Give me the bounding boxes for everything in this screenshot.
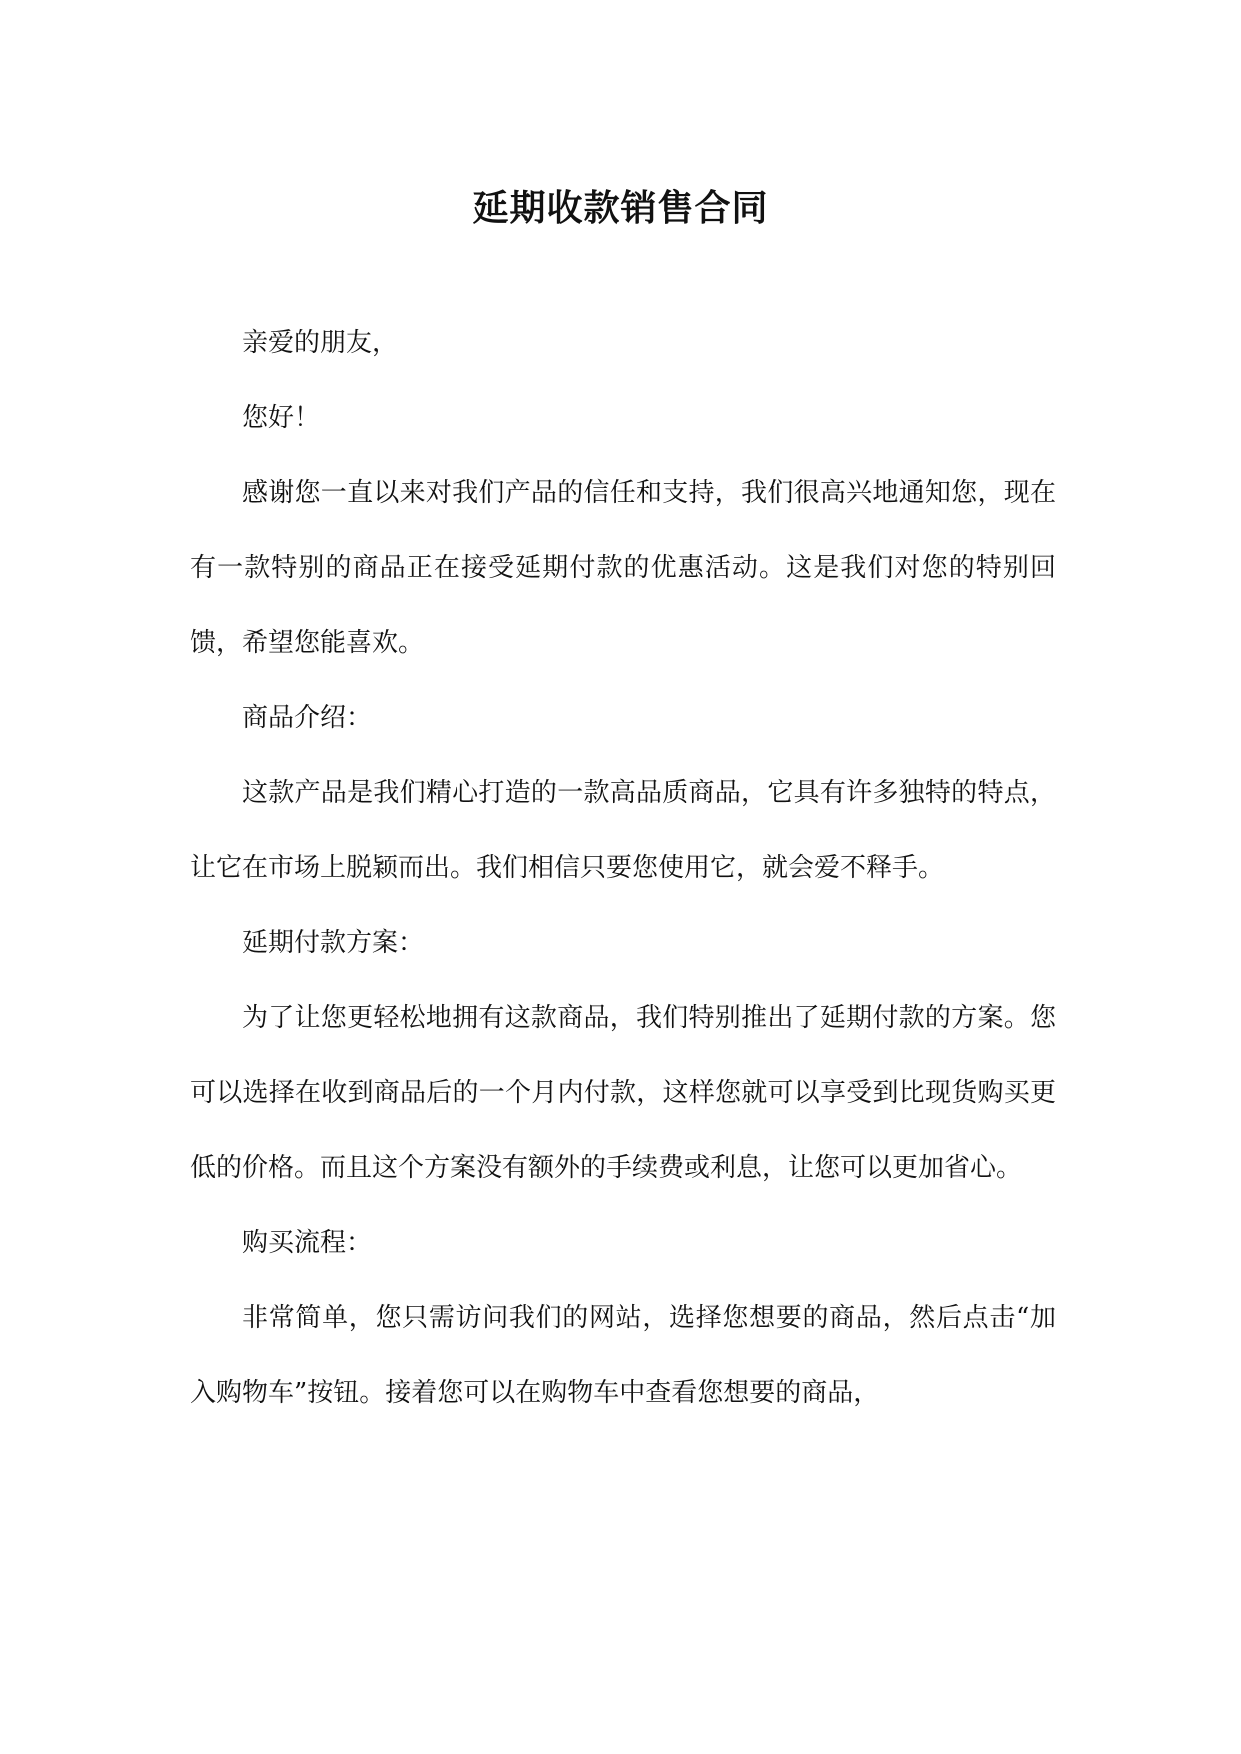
- document-title: 延期收款销售合同: [472, 187, 769, 229]
- section-heading-product: 商品介绍：: [242, 703, 373, 733]
- greeting: 亲爱的朋友，: [242, 328, 399, 358]
- document-body: [190, 306, 1056, 1431]
- payment-paragraph: 为了让您更轻松地拥有这款商品，我们特别推出了延期付款的方案。您可以选择在收到商品后的一个月内付款，这样您就可以享受到比现货购买更低的价格。而且这个方案没有额外的手续费或利息，让您可以更加省心。: [190, 1003, 1056, 1183]
- process-paragraph: 非常简单，您只需访问我们的网站，选择您想要的商品，然后点击“加入购物车”按钮。接着您可以在购物车中查看您想要的商品，: [190, 1303, 1056, 1408]
- section-heading-process: 购买流程：: [242, 1228, 373, 1258]
- product-paragraph: 这款产品是我们精心打造的一款高品质商品，它具有许多独特的特点，让它在市场上脱颖而出。我们相信只要您使用它，就会爱不释手。: [190, 778, 1056, 883]
- section-heading-payment: 延期付款方案：: [242, 928, 425, 958]
- intro-paragraph: 感谢您一直以来对我们产品的信任和支持，我们很高兴地通知您，现在有一款特别的商品正在接受延期付款的优惠活动。这是我们对您的特别回馈，希望您能喜欢。: [190, 478, 1056, 658]
- salutation: 您好！: [242, 403, 321, 433]
